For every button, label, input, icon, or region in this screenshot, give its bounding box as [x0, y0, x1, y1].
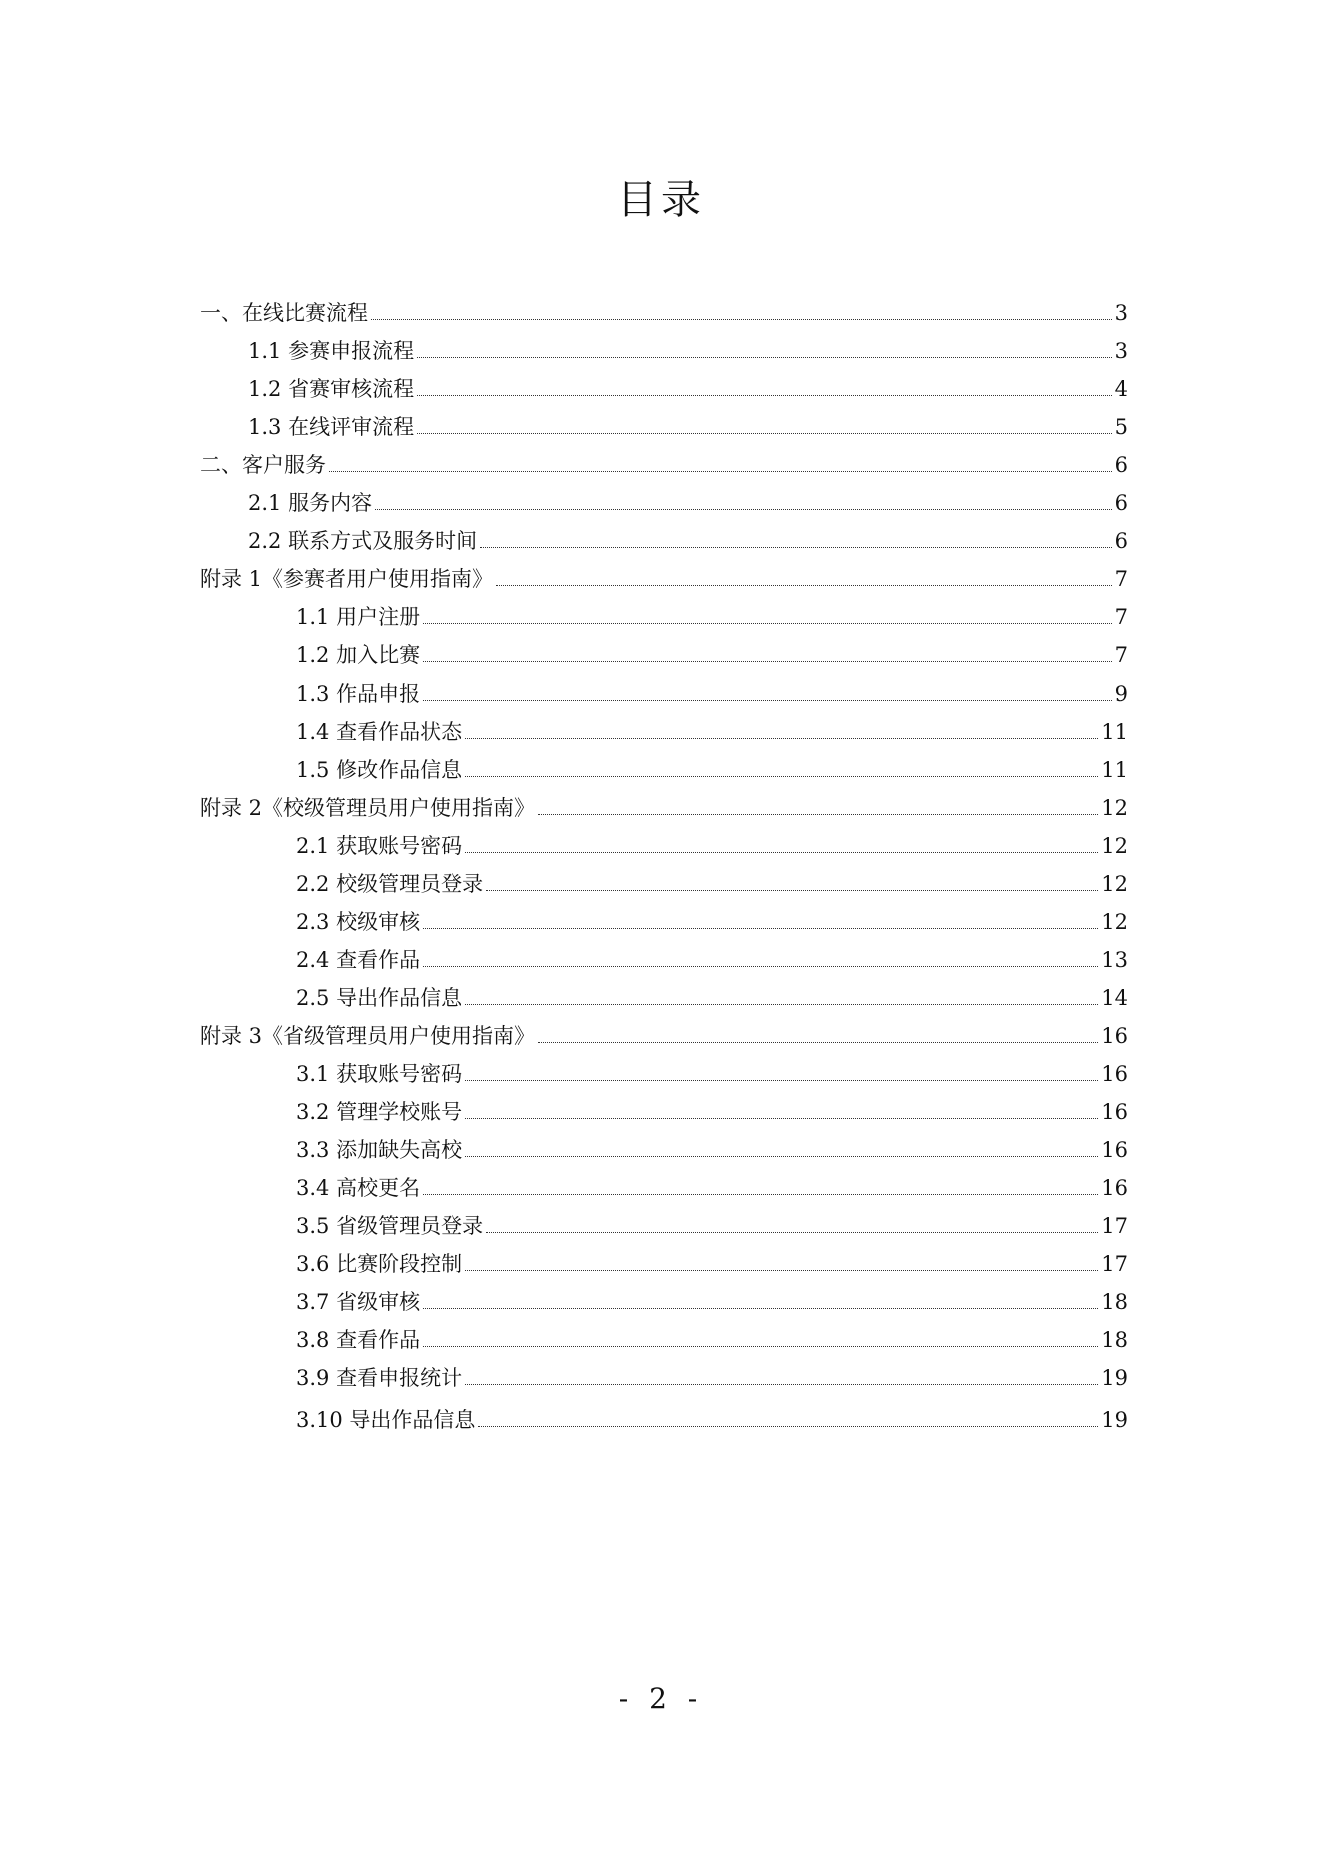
toc-entry-label: 1.3 在线评审流程 [248, 415, 415, 440]
toc-entry-page: 14 [1101, 985, 1128, 1010]
toc-entry-label: 一、在线比赛流程 [200, 301, 368, 326]
toc-entry[interactable] [200, 556, 1128, 594]
toc-leader-dots [423, 1308, 1098, 1309]
toc-entry-label: 3.5 省级管理员登录 [296, 1214, 484, 1239]
toc-entry[interactable] [200, 632, 1128, 670]
toc-leader-dots [417, 395, 1112, 396]
toc-entry[interactable] [200, 670, 1128, 708]
toc-entry-label: 3.1 获取账号密码 [296, 1061, 463, 1086]
toc-entry[interactable] [200, 366, 1128, 404]
toc-entry-label: 3.7 省级审核 [296, 1290, 421, 1315]
toc-leader-dots [423, 700, 1112, 701]
toc-entry-page: 9 [1114, 681, 1128, 706]
toc-entry-page: 12 [1101, 795, 1128, 820]
page-number: - 2 - [618, 1682, 704, 1715]
toc-entry-label: 2.1 获取账号密码 [296, 833, 463, 858]
toc-entry-page: 16 [1101, 1061, 1128, 1086]
toc-entry-page: 5 [1114, 415, 1128, 440]
toc-entry-page: 11 [1101, 757, 1128, 782]
toc-leader-dots [423, 928, 1098, 929]
toc-entry-label: 3.4 高校更名 [296, 1176, 421, 1201]
toc-entry-page: 4 [1114, 377, 1128, 402]
toc-entry-label: 1.3 作品申报 [296, 681, 421, 706]
toc-entry[interactable] [200, 404, 1128, 442]
toc-entry[interactable] [200, 785, 1128, 823]
toc-leader-dots [371, 319, 1112, 320]
toc-entry-page: 19 [1101, 1366, 1128, 1391]
toc-entry-label: 1.2 省赛审核流程 [248, 377, 415, 402]
toc-entry[interactable] [200, 1051, 1128, 1089]
toc-entry-page: 3 [1114, 301, 1128, 326]
toc-entry-label: 附录 3《省级管理员用户使用指南》 [200, 1023, 536, 1048]
toc-entry[interactable] [200, 1203, 1128, 1241]
toc-entry[interactable] [200, 1127, 1128, 1165]
toc-entry[interactable] [200, 480, 1128, 518]
toc-leader-dots [417, 433, 1112, 434]
toc-entry-label: 2.4 查看作品 [296, 947, 421, 972]
toc-entry-page: 7 [1114, 567, 1128, 592]
table-of-contents [200, 290, 1128, 1435]
toc-leader-dots [465, 1118, 1098, 1119]
toc-leader-dots [417, 357, 1112, 358]
toc-entry-page: 12 [1101, 833, 1128, 858]
toc-leader-dots [465, 852, 1098, 853]
toc-entry-label: 3.10 导出作品信息 [296, 1408, 476, 1433]
toc-entry-label: 二、客户服务 [200, 453, 326, 478]
toc-entry-label: 3.9 查看申报统计 [296, 1366, 463, 1391]
toc-entry[interactable] [200, 1013, 1128, 1051]
toc-entry-page: 18 [1101, 1328, 1128, 1353]
toc-entry-label: 1.4 查看作品状态 [296, 719, 463, 744]
toc-entry-page: 16 [1101, 1138, 1128, 1163]
toc-entry-label: 2.2 联系方式及服务时间 [248, 529, 478, 554]
toc-entry-label: 3.8 查看作品 [296, 1328, 421, 1353]
toc-entry-label: 附录 2《校级管理员用户使用指南》 [200, 795, 536, 820]
toc-entry-page: 16 [1101, 1100, 1128, 1125]
toc-leader-dots [423, 1346, 1098, 1347]
toc-entry-label: 1.1 参赛申报流程 [248, 339, 415, 364]
toc-entry[interactable] [200, 747, 1128, 785]
toc-entry-label: 2.2 校级管理员登录 [296, 871, 484, 896]
toc-entry[interactable] [200, 937, 1128, 975]
toc-entry-page: 18 [1101, 1290, 1128, 1315]
toc-entry-label: 附录 1《参赛者用户使用指南》 [200, 567, 494, 592]
toc-entry-label: 3.6 比赛阶段控制 [296, 1252, 463, 1277]
toc-entry-label: 1.1 用户注册 [296, 605, 421, 630]
toc-entry[interactable] [200, 328, 1128, 366]
toc-leader-dots [478, 1426, 1098, 1427]
toc-leader-dots [329, 471, 1112, 472]
toc-entry-label: 2.3 校级审核 [296, 909, 421, 934]
toc-entry[interactable] [200, 1279, 1128, 1317]
toc-entry[interactable] [200, 290, 1128, 328]
toc-leader-dots [538, 814, 1098, 815]
toc-entry-page: 13 [1101, 947, 1128, 972]
toc-leader-dots [465, 1004, 1098, 1005]
toc-leader-dots [465, 1384, 1098, 1385]
toc-leader-dots [423, 661, 1112, 662]
toc-leader-dots [465, 1156, 1098, 1157]
toc-entry-label: 2.5 导出作品信息 [296, 985, 463, 1010]
toc-leader-dots [486, 1232, 1098, 1233]
toc-entry[interactable] [200, 442, 1128, 480]
toc-entry-page: 6 [1114, 453, 1128, 478]
toc-entry-label: 2.1 服务内容 [248, 491, 373, 516]
toc-entry[interactable] [200, 823, 1128, 861]
toc-entry-label: 3.2 管理学校账号 [296, 1100, 463, 1125]
toc-leader-dots [423, 1194, 1098, 1195]
toc-entry-page: 6 [1114, 491, 1128, 516]
toc-title: 目录 [617, 177, 705, 223]
toc-leader-dots [486, 890, 1098, 891]
toc-entry[interactable] [200, 861, 1128, 899]
toc-leader-dots [538, 1042, 1098, 1043]
toc-leader-dots [423, 966, 1098, 967]
toc-entry[interactable] [200, 975, 1128, 1013]
toc-entry-page: 12 [1101, 909, 1128, 934]
toc-entry[interactable] [200, 1355, 1128, 1393]
toc-entry-page: 17 [1101, 1214, 1128, 1239]
toc-entry-page: 6 [1114, 529, 1128, 554]
toc-entry-label: 1.5 修改作品信息 [296, 757, 463, 782]
toc-leader-dots [465, 738, 1098, 739]
toc-entry[interactable] [200, 1089, 1128, 1127]
toc-leader-dots [465, 776, 1098, 777]
toc-entry-page: 16 [1101, 1176, 1128, 1201]
toc-entry[interactable] [200, 1393, 1128, 1435]
toc-entry[interactable] [200, 518, 1128, 556]
toc-leader-dots [496, 585, 1112, 586]
toc-entry-page: 11 [1101, 719, 1128, 744]
toc-leader-dots [480, 547, 1112, 548]
toc-entry[interactable] [200, 899, 1128, 937]
toc-leader-dots [423, 623, 1112, 624]
toc-entry-page: 7 [1114, 605, 1128, 630]
toc-entry-page: 16 [1101, 1023, 1128, 1048]
toc-entry-page: 19 [1101, 1408, 1128, 1433]
toc-entry-page: 7 [1114, 643, 1128, 668]
toc-leader-dots [465, 1080, 1098, 1081]
toc-entry[interactable] [200, 709, 1128, 747]
toc-entry[interactable] [200, 594, 1128, 632]
toc-entry-page: 12 [1101, 871, 1128, 896]
toc-entry-label: 3.3 添加缺失高校 [296, 1138, 463, 1163]
toc-entry[interactable] [200, 1165, 1128, 1203]
toc-entry-page: 3 [1114, 339, 1128, 364]
toc-leader-dots [375, 509, 1112, 510]
toc-entry-label: 1.2 加入比赛 [296, 643, 421, 668]
toc-leader-dots [465, 1270, 1098, 1271]
toc-entry-page: 17 [1101, 1252, 1128, 1277]
toc-entry[interactable] [200, 1317, 1128, 1355]
toc-entry[interactable] [200, 1241, 1128, 1279]
